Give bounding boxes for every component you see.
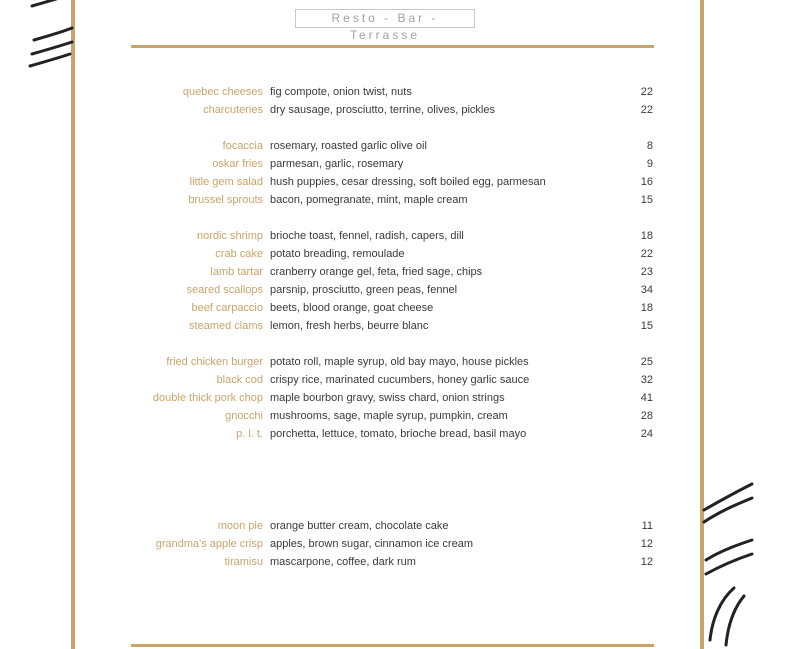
menu-item: [0, 535, 785, 553]
restaurant-subtitle: Resto - Bar - Terrasse: [295, 9, 475, 28]
menu-item-price: 15: [640, 320, 653, 332]
menu-item: [0, 245, 785, 263]
menu-item-name: grandma's apple crisp: [155, 538, 263, 550]
menu-item-price: 12: [640, 556, 653, 568]
menu-item: [0, 553, 785, 571]
menu-item-name: focaccia: [222, 140, 263, 152]
menu-item-price: 22: [640, 248, 653, 260]
menu-item-name: beef carpaccio: [191, 302, 263, 314]
menu-item-price: 18: [640, 230, 653, 242]
menu-item: [0, 317, 785, 335]
menu-item-name: seared scallops: [186, 284, 263, 296]
menu-item-description: hush puppies, cesar dressing, soft boiled egg, parmesan: [270, 176, 546, 188]
menu-item-name: moon pie: [217, 520, 263, 532]
menu-item-price: 25: [640, 356, 653, 368]
menu-item-name: charcuteries: [203, 104, 263, 116]
menu-item-price: 24: [640, 428, 653, 440]
menu-item-name: little gem salad: [189, 176, 263, 188]
menu-item-description: potato breading, remoulade: [270, 248, 405, 260]
leaf-decoration-icon: [26, 0, 86, 82]
menu-item-description: dry sausage, prosciutto, terrine, olives, pickles: [270, 104, 495, 116]
menu-item-price: 11: [641, 520, 653, 532]
menu-item: [0, 299, 785, 317]
menu-item: [0, 353, 785, 371]
menu-item-name: black cod: [216, 374, 263, 386]
menu-item-name: brussel sprouts: [188, 194, 263, 206]
menu-item: [0, 281, 785, 299]
menu-item-description: bacon, pomegranate, mint, maple cream: [270, 194, 468, 206]
menu-item-price: 22: [640, 86, 653, 98]
menu-item-description: rosemary, roasted garlic olive oil: [270, 140, 427, 152]
menu-item: [0, 425, 785, 443]
menu-item-name: tiramisu: [224, 556, 263, 568]
menu-item-name: nordic shrimp: [196, 230, 263, 242]
menu-item-description: porchetta, lettuce, tomato, brioche bread, basil mayo: [270, 428, 527, 440]
menu-item: [0, 191, 785, 209]
menu-item-price: 34: [640, 284, 653, 296]
menu-item-price: 22: [640, 104, 653, 116]
menu-item-name: oskar fries: [212, 158, 263, 170]
menu-item-price: 16: [640, 176, 653, 188]
menu-item-description: mushrooms, sage, maple syrup, pumpkin, cream: [270, 410, 508, 422]
menu-item-name: double thick pork chop: [152, 392, 263, 404]
menu-item: [0, 517, 785, 535]
menu-item-description: mascarpone, coffee, dark rum: [270, 556, 416, 568]
top-divider: [131, 45, 654, 48]
menu-item-price: 15: [640, 194, 653, 206]
menu-item-price: 41: [640, 392, 653, 404]
menu-item: [0, 137, 785, 155]
menu-item-name: lamb tartar: [210, 266, 263, 278]
menu-item-price: 9: [646, 158, 653, 170]
menu-item: [0, 227, 785, 245]
menu-item-price: 18: [640, 302, 653, 314]
menu-item-price: 28: [640, 410, 653, 422]
menu-item-price: 8: [646, 140, 653, 152]
menu-item-description: orange butter cream, chocolate cake: [270, 520, 449, 532]
menu-item-description: crispy rice, marinated cucumbers, honey garlic sauce: [270, 374, 530, 386]
menu-item-name: crab cake: [215, 248, 263, 260]
menu-item-name: fried chicken burger: [166, 356, 263, 368]
menu-item: [0, 371, 785, 389]
menu-item-description: parmesan, garlic, rosemary: [270, 158, 404, 170]
menu-item-name: p. l. t.: [236, 428, 263, 440]
menu-item-price: 23: [640, 266, 653, 278]
menu-item-description: cranberry orange gel, feta, fried sage, chips: [270, 266, 483, 278]
menu-item: [0, 389, 785, 407]
menu-item: [0, 83, 785, 101]
menu-item: [0, 263, 785, 281]
menu-item-description: lemon, fresh herbs, beurre blanc: [270, 320, 429, 332]
menu-item: [0, 407, 785, 425]
menu-item-description: maple bourbon gravy, swiss chard, onion strings: [270, 392, 505, 404]
menu-item: [0, 173, 785, 191]
menu-item-price: 32: [640, 374, 653, 386]
menu-item-description: beets, blood orange, goat cheese: [270, 302, 434, 314]
menu-item: [0, 101, 785, 119]
menu-item-name: steamed clams: [189, 320, 263, 332]
menu-item-name: gnocchi: [225, 410, 263, 422]
menu-item-name: quebec cheeses: [182, 86, 263, 98]
menu-item-description: apples, brown sugar, cinnamon ice cream: [270, 538, 473, 550]
menu-item-price: 12: [640, 538, 653, 550]
menu-item-description: potato roll, maple syrup, old bay mayo, house pickles: [270, 356, 529, 368]
menu-item-description: brioche toast, fennel, radish, capers, dill: [270, 230, 464, 242]
menu-item-description: parsnip, prosciutto, green peas, fennel: [270, 284, 458, 296]
menu-item-description: fig compote, onion twist, nuts: [270, 86, 412, 98]
bottom-divider: [131, 644, 654, 647]
menu-item: [0, 155, 785, 173]
